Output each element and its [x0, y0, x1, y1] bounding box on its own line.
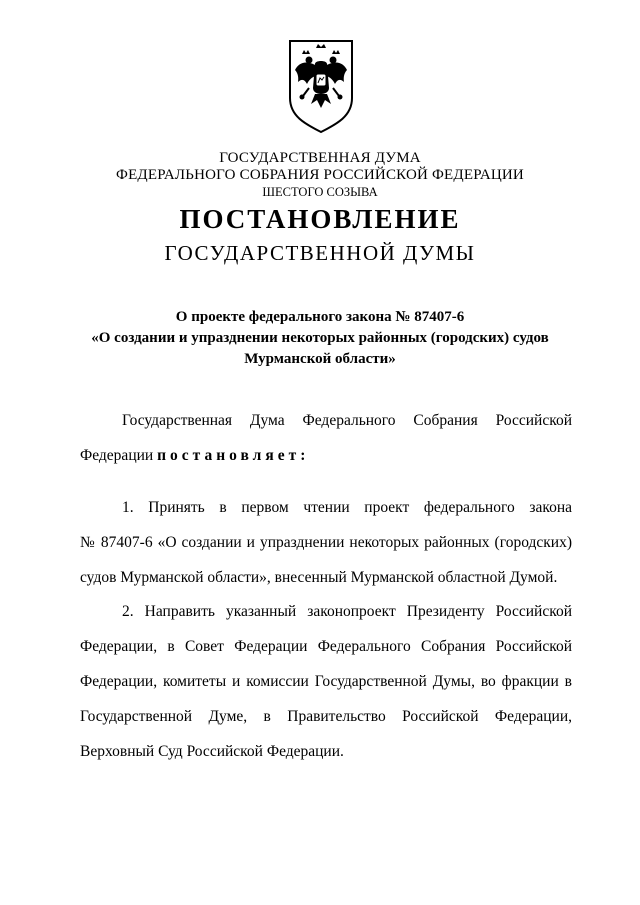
preamble-line-2 [80, 447, 309, 465]
law-line-1: О проекте федерального закона № 87407-6 [175, 309, 465, 325]
law-line-2: «О создании и упразднении некоторых районных (городских) судов [91, 330, 549, 346]
decision-keyword: постановляет: [157, 447, 310, 464]
item1-line-2: № 87407-6 «О создании и упразднении некоторых районных (городских) [80, 534, 572, 551]
coat-of-arms-icon [287, 38, 355, 134]
item1-line-1: 1. Принять в первом чтении проект федерального закона [122, 499, 572, 516]
item2-line-3: Федерации, комитеты и комиссии Государственной Думы, во фракции в [80, 673, 572, 690]
item2-line-2: Федерации, в Совет Федерации Федерального Собрания Российской [80, 638, 572, 655]
header-line-1: ГОСУДАРСТВЕННАЯ ДУМА [219, 150, 421, 166]
document-subtitle: ГОСУДАРСТВЕННОЙ ДУМЫ [164, 241, 476, 265]
header-line-2: ФЕДЕРАЛЬНОГО СОБРАНИЯ РОССИЙСКОЙ ФЕДЕРАЦИИ [116, 167, 524, 183]
law-line-3: Мурманской области» [244, 351, 396, 367]
header-block [0, 150, 640, 200]
preamble-prefix: Федерации [80, 447, 158, 464]
preamble-line-1: Государственная Дума Федерального Собрания Российской [122, 412, 572, 429]
item1-line-3: судов Мурманской области», внесенный Мурманской областной Думой. [80, 569, 558, 586]
document-title: ПОСТАНОВЛЕНИЕ [179, 204, 461, 234]
item2-line-5: Верховный Суд Российской Федерации. [80, 743, 344, 760]
law-reference-block [0, 307, 640, 370]
item2-line-4: Государственной Думе, в Правительство Российской Федерации, [80, 708, 572, 725]
item2-line-1: 2. Направить указанный законопроект Президенту Российской [122, 603, 572, 620]
header-line-3: ШЕСТОГО СОЗЫВА [262, 185, 378, 199]
